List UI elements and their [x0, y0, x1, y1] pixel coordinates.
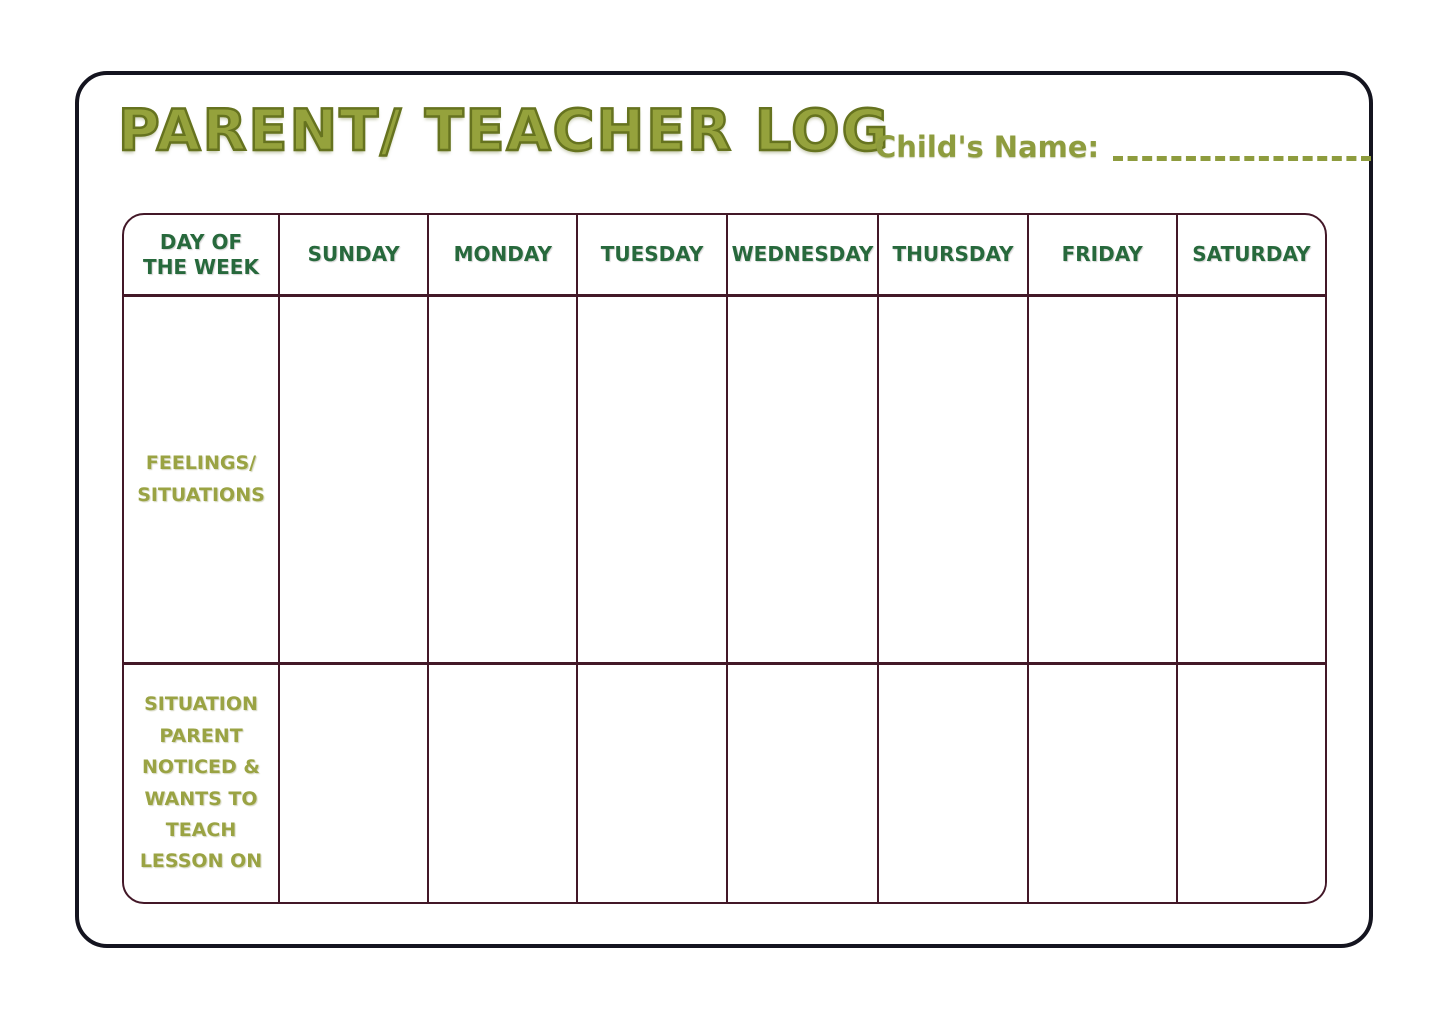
log-cell-feelings-saturday[interactable] — [1176, 294, 1325, 662]
child-name-label: Child's Name: — [875, 130, 1100, 164]
header-thursday: THURSDAY — [877, 215, 1026, 294]
header-monday: MONDAY — [427, 215, 576, 294]
log-cell-situation-sunday[interactable] — [278, 662, 427, 902]
log-cell-feelings-monday[interactable] — [427, 294, 576, 662]
weekly-log-table — [122, 213, 1327, 904]
child-name-row — [875, 130, 1371, 164]
header-sunday: SUNDAY — [278, 215, 427, 294]
row-label-situation-parent-noticed: SITUATION PARENT NOTICED & WANTS TO TEACH LESSON ON — [124, 662, 278, 902]
row-label-feelings-situations: FEELINGS/ SITUATIONS — [124, 294, 278, 662]
log-cell-situation-tuesday[interactable] — [576, 662, 725, 902]
header-day-of-week: DAY OF THE WEEK — [143, 229, 259, 279]
log-cell-situation-wednesday[interactable] — [726, 662, 878, 902]
child-name-field[interactable] — [1113, 130, 1371, 161]
page-title: PARENT/ TEACHER LOG — [118, 98, 891, 164]
log-cell-situation-thursday[interactable] — [877, 662, 1026, 902]
header-saturday: SATURDAY — [1176, 215, 1325, 294]
header-tuesday: TUESDAY — [576, 215, 725, 294]
log-cell-situation-saturday[interactable] — [1176, 662, 1325, 902]
log-cell-feelings-tuesday[interactable] — [576, 294, 725, 662]
header-wednesday: WEDNESDAY — [726, 215, 878, 294]
log-cell-feelings-wednesday[interactable] — [726, 294, 878, 662]
log-cell-situation-monday[interactable] — [427, 662, 576, 902]
log-cell-situation-friday[interactable] — [1027, 662, 1176, 902]
log-cell-feelings-sunday[interactable] — [278, 294, 427, 662]
log-cell-feelings-thursday[interactable] — [877, 294, 1026, 662]
header-friday: FRIDAY — [1027, 215, 1176, 294]
log-cell-feelings-friday[interactable] — [1027, 294, 1176, 662]
